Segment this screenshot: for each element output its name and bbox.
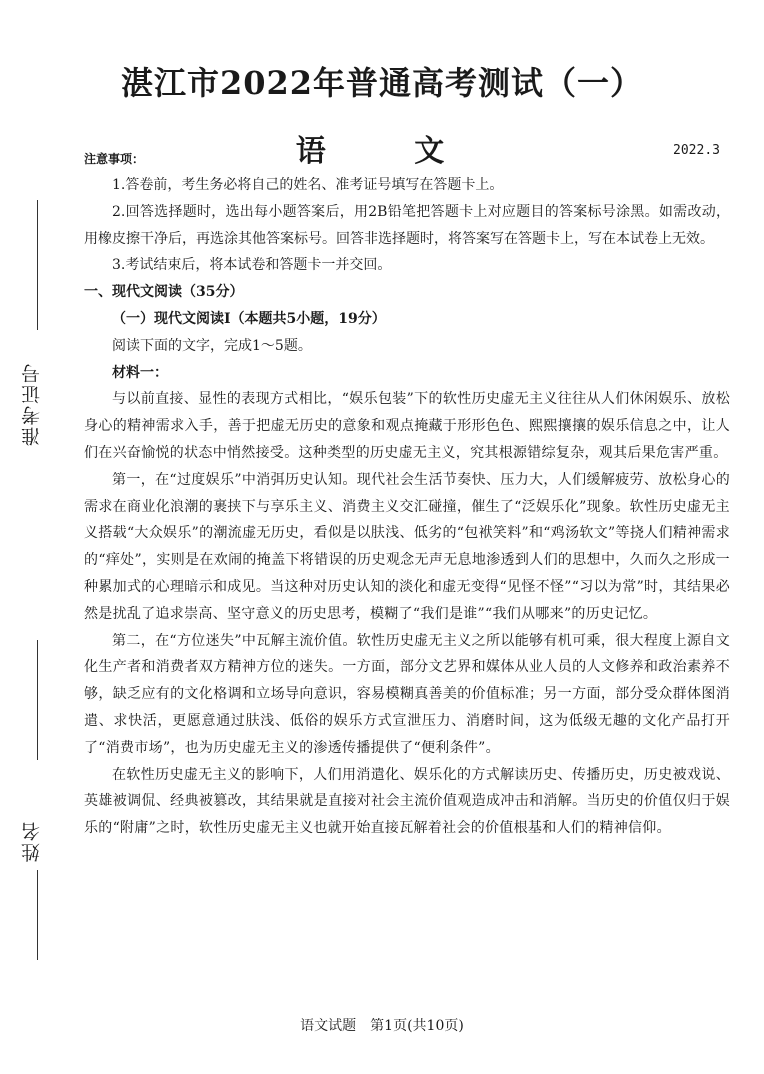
page-footer: 语文试题 第1页(共10页) — [300, 1018, 464, 1034]
notice-item: 1.答卷前，考生务必将自己的姓名、准考证号填写在答题卡上。 — [112, 177, 504, 193]
subsection-title: （一）现代文阅读Ⅰ（本题共5小题，19分） — [112, 310, 386, 327]
notice-item: 2.回答选择题时，选出每小题答案后，用2B铅笔把答题卡上对应题目的答案标号涂黑。如需改动，用橡皮擦干净后，再选涂其他答案标号。回答非选择题时，将答案写在答题卡上，写在本试卷上无效。 — [84, 203, 730, 247]
material-label: 材料一： — [112, 364, 168, 381]
subject-title: 语 文 — [295, 134, 469, 169]
instruction: 阅读下面的文字，完成1～5题。 — [112, 337, 312, 354]
body-paragraph: 在软性历史虚无主义的影响下，人们用消遣化、娱乐化的方式解读历史、传播历史，历史被戏说、英雄被调侃、经典被篡改，其结果就是直接对社会主流价值观造成冲击和消解。当历史的价值仅归于娱乐的“附庸”之时，软性历史虚无主义也就开始直接瓦解着社会的价值根基和人们的精神信仰。 — [84, 766, 730, 837]
section-title: 一、现代文阅读（35分） — [84, 284, 244, 301]
side-line-bottom — [37, 870, 38, 960]
exam-title: 湛江市2022年普通高考测试（一） — [120, 64, 644, 102]
exam-id-label: 准考证号 — [21, 362, 43, 446]
body-paragraph: 第一，在“过度娱乐”中消弭历史认知。现代社会生活节奏快、压力大，人们缓解疲劳、放松身心的需求在商业化浪潮的裹挟下与享乐主义、消费主义交汇碰撞，催生了“泛娱乐化”现象。软性历史虚无主义搭载“大众娱乐”的潮流虚无历史，看似是以肤浅、低劣的“包袱笑料”和“鸡汤软文”等挠人们精神需求的“痒处”，实则是在欢闹的掩盖下将错误的历史观念无声无息地渗透到人们的思想中，久而久之形成一种累加式的心理暗示和成见。当这种对历史认知的淡化和虚无变得“见怪不怪”“习以为常”时，其结果必然是扰乱了追求崇高、坚守意义的历史思考，模糊了“我们是谁”“我们从哪来”的历史记忆。 — [84, 471, 730, 622]
exam-date: 2022.3 — [673, 143, 720, 158]
name-label: 姓名 — [21, 820, 43, 862]
side-line-top — [37, 200, 38, 330]
body-paragraph: 与以前直接、显性的表现方式相比，“娱乐包装”下的软性历史虚无主义往往从人们休闲娱乐、放松身心的精神需求入手，善于把虚无历史的意象和观点掩藏于形形色色、熙熙攘攘的娱乐信息之中，让人们在兴奋愉悦的状态中悄然接受。这种类型的历史虚无主义，究其根源错综复杂，观其后果危害严重。 — [84, 391, 730, 461]
side-line-middle — [37, 640, 38, 760]
body-paragraph: 第二，在“方位迷失”中瓦解主流价值。软性历史虚无主义之所以能够有机可乘，很大程度上源自文化生产者和消费者双方精神方位的迷失。一方面，部分文艺界和媒体从业人员的人文修养和政治素养不够，缺乏应有的文化格调和立场导向意识，容易模糊真善美的价值标准；另一方面，部分受众群体图消遣、求快活，更愿意通过肤浅、低俗的娱乐方式宣泄压力、消磨时间，这为低级无趣的文化产品打开了“消费市场”，也为历史虚无主义的渗透传播提供了“便利条件”。 — [84, 632, 730, 756]
notice-title: 注意事项： — [84, 152, 145, 166]
document-body — [84, 172, 730, 842]
notice-item: 3.考试结束后，将本试卷和答题卡一并交回。 — [112, 257, 392, 274]
